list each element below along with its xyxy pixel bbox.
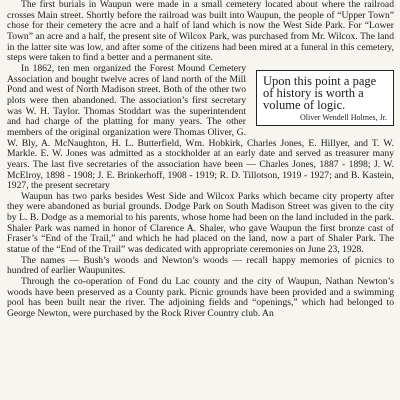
pull-quote-box [256, 70, 394, 126]
pull-quote-text: Upon this point a page of history is worth a volume of logic. [263, 73, 377, 112]
cemetery-association-section [7, 64, 394, 192]
pull-quote-attribution: Oliver Wendell Holmes, Jr. [300, 112, 387, 122]
paragraph-woods-names: The names — Bush’s woods and Newton’s woods — recall happy memories of picnics to hundred of earlier Waupunites. [7, 254, 394, 277]
paragraph-early-burials: The first burials in Waupun were made in a small cemetery located about where the railroad crosses Main street. Shortly before the railroad was built into Waupun, the people of “Upper Town” chose for their cemetery the acre and a half of land which is now the West Side Park. For “Lower Town” an acre and a half, the present site of Wilcox Park, was purchased from Mr. Wilcox. The land in the latter site was low, and after some of the citizens had been mired at a funeral in this cemetery, steps were taken to find a better and a permanent site. [7, 0, 394, 64]
paragraph-forest-mound-association: In 1862, ten men organized the Forest Mound Cemetery Association and bought twelve acres of land north of the Mill Pond and west of North Madison street. Both of the other two plots were then abandoned. The association’s first secretary was W. H. Taylor. Thomas Stoddart was the superintendent and had charge of the platting for many years. The other members of the original organization were Thomas Oliver, G. W. Bly, A. McNaughton, H. L. Butterfield, Wm. Hobkirk, Charles Jones, E. Hillyer, and T. W. Markle. E. W. Jones was admitted as a stockholder at an early date and served as treasurer many years. The last five secretaries of the association have been — Charles Jones, 1887 - 1898; J. W. McElroy, 1898 - 1908; J. E. Brinkerhoff, 1908 - 1919; R. D. Tillotson, 1919 - 1927; and B. Kastein, 1927, the present secretary [7, 62, 394, 192]
paragraph-county-park: Through the co-operation of Fond du Lac county and the city of Waupun, Nathan Newton’s woods have been preserved as a County park. Picnic grounds have been provided and a swimming pool has been built near the river. The adjoining fields and “openings,” which had belonged to George Newton, were purchased by the Rock River Country club. An [7, 276, 394, 320]
paragraph-parks: Waupun has two parks besides West Side and Wilcox Parks which became city property after they were abandoned as burial grounds. Dodge Park on South Madison Street was given to the city by L. B. Dodge as a memorial to his parents, whose home had been on the land included in the park. Shaler Park was named in honor of Clarence A. Shaler, who gave Waupun the first bronze cast of Fraser’s “End of the Trail,” and which he had placed on the land, now a part of Shaler Park. The statue of the “End of the Trail” was dedicated with appropriate ceremonies on June 23, 1928. [7, 190, 394, 256]
